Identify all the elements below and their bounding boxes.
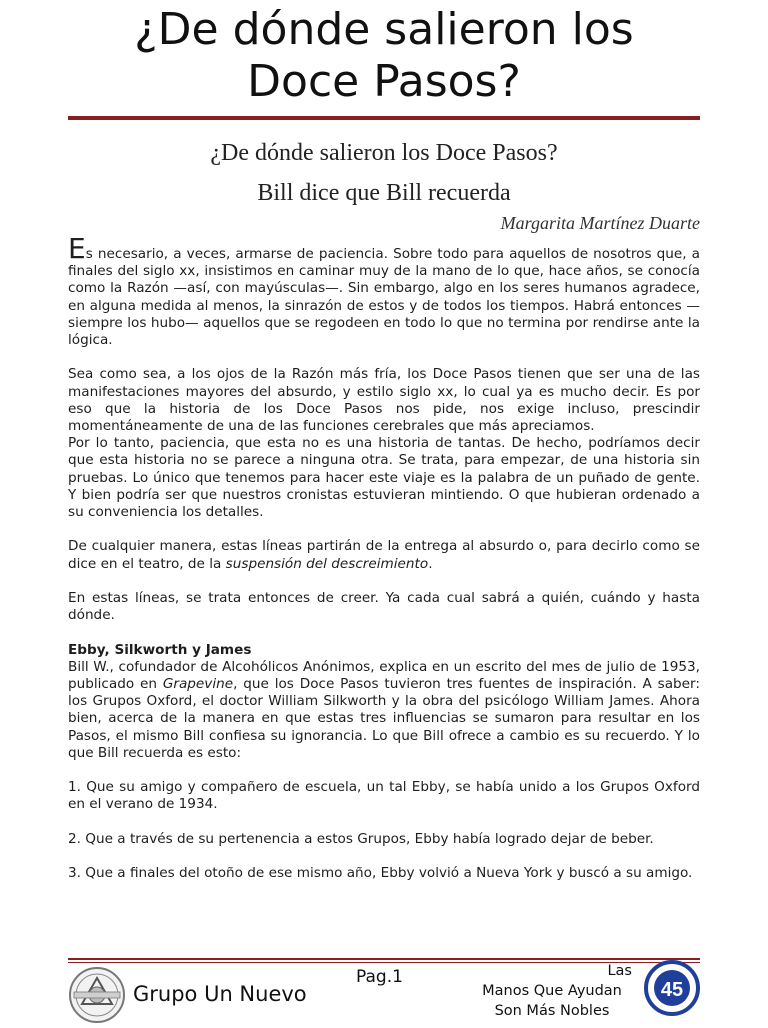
page-title — [0, 4, 768, 108]
list-item-2: 2. Que a través de su pertenencia a estos Grupos, Ebby había logrado dejar de beber. — [68, 830, 654, 847]
page-number: Pag.1 — [356, 967, 403, 987]
paragraph-6-end: , que los Doce Pasos tuvieron tres fuentes de inspiración. A saber: los Grupos Oxford, el doctor William Silkworth y la obra del psicólogo William James. Ahora bien, acerca de la manera en que estas tres influencias se sumaron para resultar en los Pasos, el mismo Bill confiesa su ignorancia. Lo que Bill ofrece a cambio es su recuerdo. Y lo que Bill recuerda es esto: — [68, 676, 700, 761]
motto-line-2: Manos Que Ayudan — [482, 983, 622, 999]
paragraph-4-end: . — [428, 555, 433, 572]
paragraph-6-text: Bill W., cofundador de Alcohólicos Anónimos, explica en un escrito del mes de julio de 1953, publicado en — [68, 658, 700, 693]
list-item-1: 1. Que su amigo y compañero de escuela, un tal Ebby, se había unido a los Grupos Oxford en el verano de 1934. — [68, 779, 700, 813]
aa-seal-logo — [68, 966, 126, 1024]
drop-cap: E — [68, 232, 86, 265]
paragraph-3: Por lo tanto, paciencia, que esta no es una historia de tantas. De hecho, podríamos decir que esta historia no se parece a ninguna otra. Se trata, para empezar, de una historia sin pruebas. Lo único que tenemos para hacer este viaje es la palabra de un puñado de gente. Y bien podría ser que nuestros cronistas estuvieran mintiendo. O que hubieran ordenado a su conveniencia los detalles. — [68, 435, 700, 521]
motto-line-1: Las — [607, 963, 632, 979]
footer-motto — [472, 961, 632, 1021]
paragraph-4-text: De cualquier manera, estas líneas partirán de la entrega al absurdo o, para decirlo como se dice en el teatro, de la — [68, 538, 700, 572]
paragraph-4 — [68, 538, 700, 572]
article-body — [68, 232, 700, 900]
article-subtitle-2: Bill dice que Bill recuerda — [257, 180, 511, 206]
paragraph-6-emphasis: Grapevine — [162, 676, 234, 693]
page-title-line-1: ¿De dónde salieron los — [134, 4, 634, 55]
page-title-line-2: Doce Pasos? — [247, 56, 521, 107]
list-item-3: 3. Que a finales del otoño de ese mismo año, Ebby volvió a Nueva York y buscó a su amigo. — [68, 865, 693, 882]
logo-number: 45 — [660, 979, 684, 1001]
paragraph-1-text: s necesario, a veces, armarse de paciencia. Sobre todo para aquellos de nosotros que, a finales del siglo xx, insistimos en caminar muy de la mano de lo que, hace años, se conocía como la Razón —así, con mayúsculas—. Sin embargo, algo en los seres humanos agradece, en alguna medida al menos, la sinrazón de estos y de todos los tiempos. Habrá entonces —siempre los hubo— aquellos que se regodeen en todo lo que no termina por rendirse ante la lógica. — [68, 246, 700, 349]
author-name: Margarita Martínez Duarte — [500, 213, 700, 233]
anniversary-logo — [640, 952, 704, 1024]
motto-line-3: Son Más Nobles — [494, 1003, 610, 1019]
paragraph-6 — [68, 659, 700, 762]
paragraph-1 — [68, 232, 700, 349]
paragraph-5: En estas líneas, se trata entonces de creer. Ya cada cual sabrá a quién, cuándo y hasta dónde. — [68, 590, 700, 624]
footer-divider — [68, 958, 700, 960]
section-heading: Ebby, Silkworth y James — [68, 641, 252, 658]
paragraph-4-emphasis: suspensión del descreimiento — [225, 555, 429, 572]
group-name: Grupo Un Nuevo — [133, 982, 307, 1006]
article-subtitle: ¿De dónde salieron los Doce Pasos? — [210, 140, 558, 166]
paragraph-2: Sea como sea, a los ojos de la Razón más fría, los Doce Pasos tienen que ser una de las manifestaciones mayores del absurdo, y estilo siglo xx, lo cual ya es mucho decir. Es por eso que la historia de los Doce Pasos nos pide, nos exige incluso, prescindir momentáneamente de una de las funciones cerebrales que más apreciamos. — [68, 366, 700, 435]
title-divider — [68, 116, 700, 120]
